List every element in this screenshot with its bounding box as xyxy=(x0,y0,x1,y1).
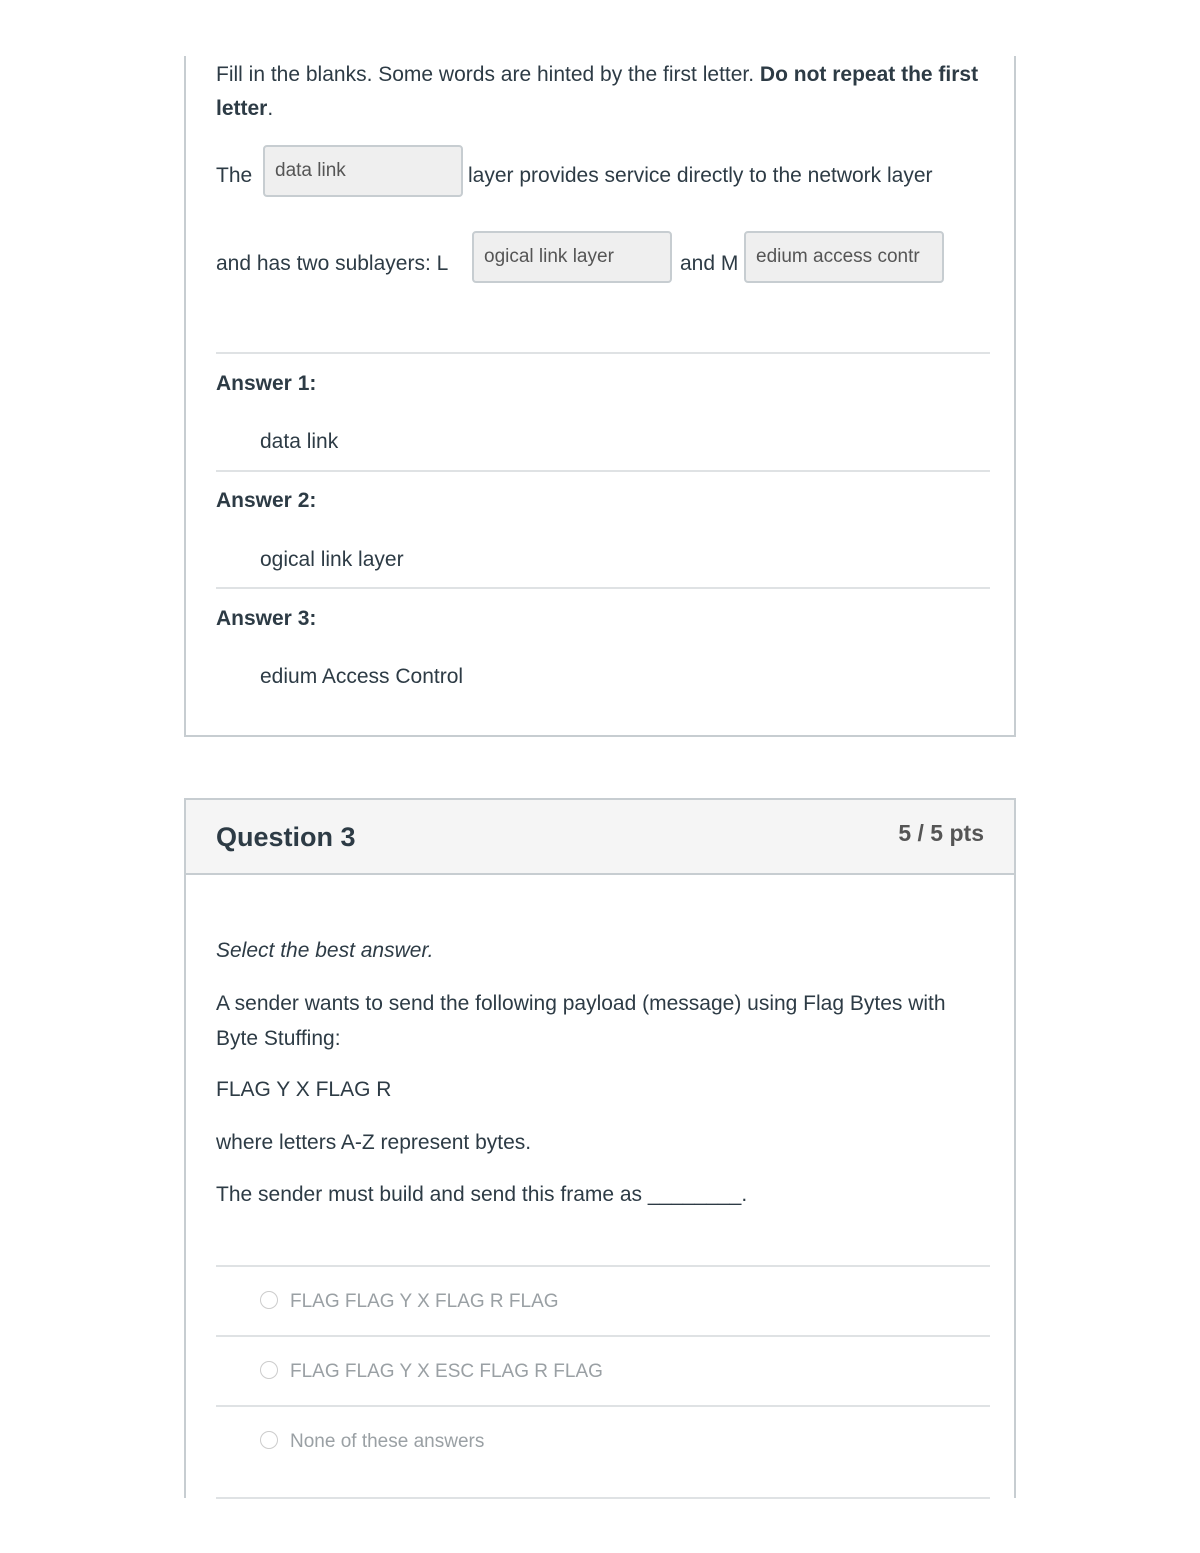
radio-button[interactable] xyxy=(260,1431,278,1449)
answer-2-value: ogical link layer xyxy=(260,548,404,571)
answer-3-label: Answer 3: xyxy=(216,607,317,630)
answer-option[interactable] xyxy=(216,1267,990,1335)
answers-divider xyxy=(216,470,990,472)
sentence-part-3: and has two sublayers: L xyxy=(216,252,449,275)
options-divider xyxy=(216,1497,990,1499)
blank-2-input[interactable]: ogical link layer xyxy=(472,231,672,283)
instructions-text: Fill in the blanks. Some words are hinted by the first letter. xyxy=(216,63,760,86)
question-2-instructions xyxy=(216,58,986,126)
answer-option[interactable] xyxy=(216,1337,990,1405)
question-3-note: where letters A-Z represent bytes. xyxy=(216,1131,532,1154)
answers-divider xyxy=(216,352,990,354)
option-label: FLAG FLAG Y X FLAG R FLAG xyxy=(290,1291,559,1312)
question-points: 5 / 5 pts xyxy=(898,820,984,846)
radio-button[interactable] xyxy=(260,1361,278,1379)
radio-button[interactable] xyxy=(260,1291,278,1309)
question-3-payload: FLAG Y X FLAG R xyxy=(216,1078,392,1101)
answer-1-label: Answer 1: xyxy=(216,372,317,395)
option-label: FLAG FLAG Y X ESC FLAG R FLAG xyxy=(290,1361,603,1382)
answer-3-value: edium Access Control xyxy=(260,665,464,688)
instructions-period: . xyxy=(267,97,274,120)
question-3-header xyxy=(186,800,1014,875)
question-title: Question 3 xyxy=(216,822,356,852)
question-3-instruction: Select the best answer. xyxy=(216,939,434,962)
sentence-part-2: layer provides service directly to the network layer xyxy=(468,164,933,187)
answer-option[interactable] xyxy=(216,1407,990,1475)
question-2-card xyxy=(184,56,1016,737)
question-3-card xyxy=(184,798,1016,1498)
blank-1-input[interactable]: data link xyxy=(263,145,463,197)
question-3-body: A sender wants to send the following payload (message) using Flag Bytes with Byte Stuffing: xyxy=(216,992,946,1050)
answer-2-label: Answer 2: xyxy=(216,489,317,512)
instructions-emphasis: Do not repeat the first letter xyxy=(216,63,979,120)
sentence-part-4: and M xyxy=(680,252,739,275)
answer-1-value: data link xyxy=(260,430,339,453)
sentence-part-1: The xyxy=(216,164,253,187)
option-label: None of these answers xyxy=(290,1431,485,1452)
question-3-prompt: The sender must build and send this frame as ________. xyxy=(216,1183,748,1206)
blank-3-input[interactable]: edium access contr xyxy=(744,231,944,283)
answers-divider xyxy=(216,587,990,589)
